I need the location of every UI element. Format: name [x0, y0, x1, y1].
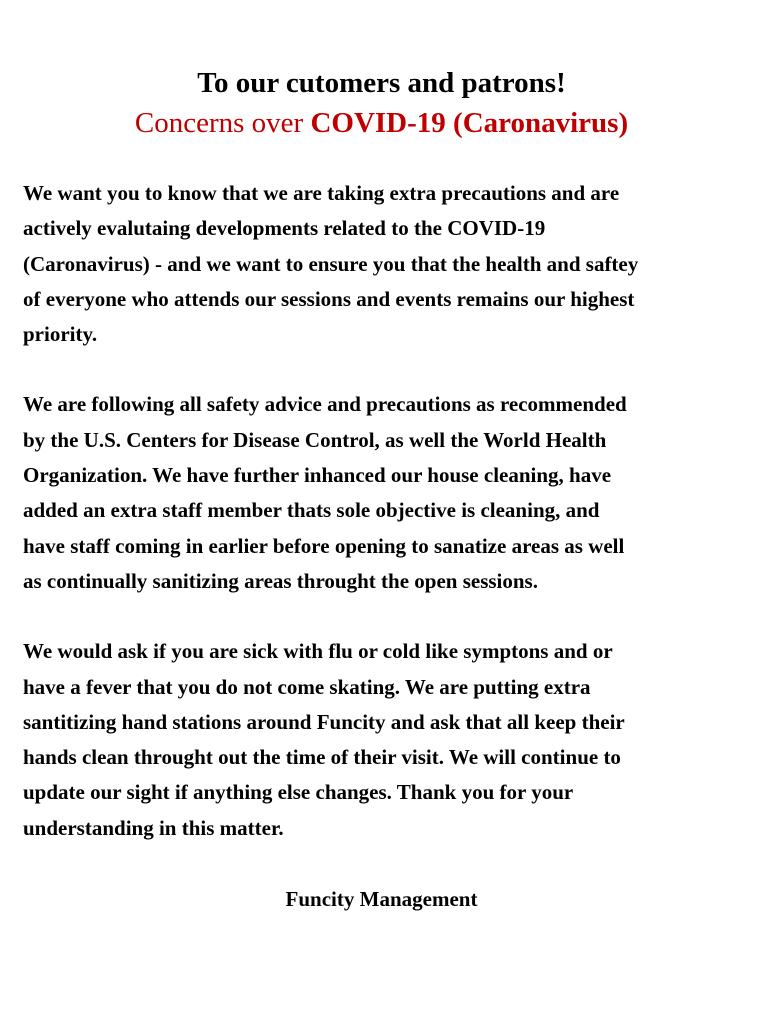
signature: Funcity Management	[285, 887, 478, 912]
notice-title: To our cutomers and patrons!	[197, 67, 566, 99]
paragraph-cleaning: We are following all safety advice and precautions as recommended by the U.S. Centers for Disease Control, as well the World Health Organization. We have further inhanced our house cleaning, have added an extra staff member thats sole objective is cleaning, and have staff coming in earlier before opening to sanatize areas as well as continually sanitizing areas throught the open sessions.	[23, 392, 627, 593]
paragraph-request: We would ask if you are sick with flu or cold like symptons and or have a fever that you do not come skating. We are putting extra santitizing hand stations around Funcity and ask that all keep their hands clean throught out the time of their visit. We will continue to update our sight if anything else changes. Thank you for your understanding in this matter.	[23, 639, 625, 840]
subtitle-emphasis: COVID-19 (Caronavirus)	[310, 107, 629, 139]
notice-subtitle	[23, 104, 740, 142]
subtitle-prefix: Concerns over	[134, 107, 311, 139]
paragraph-precautions: We want you to know that we are taking extra precautions and are actively evalutaing developments related to the COVID-19 (Caronavirus) - and we want to ensure you that the health and saftey of everyone who attends our sessions and events remains our highest priority.	[23, 181, 639, 347]
